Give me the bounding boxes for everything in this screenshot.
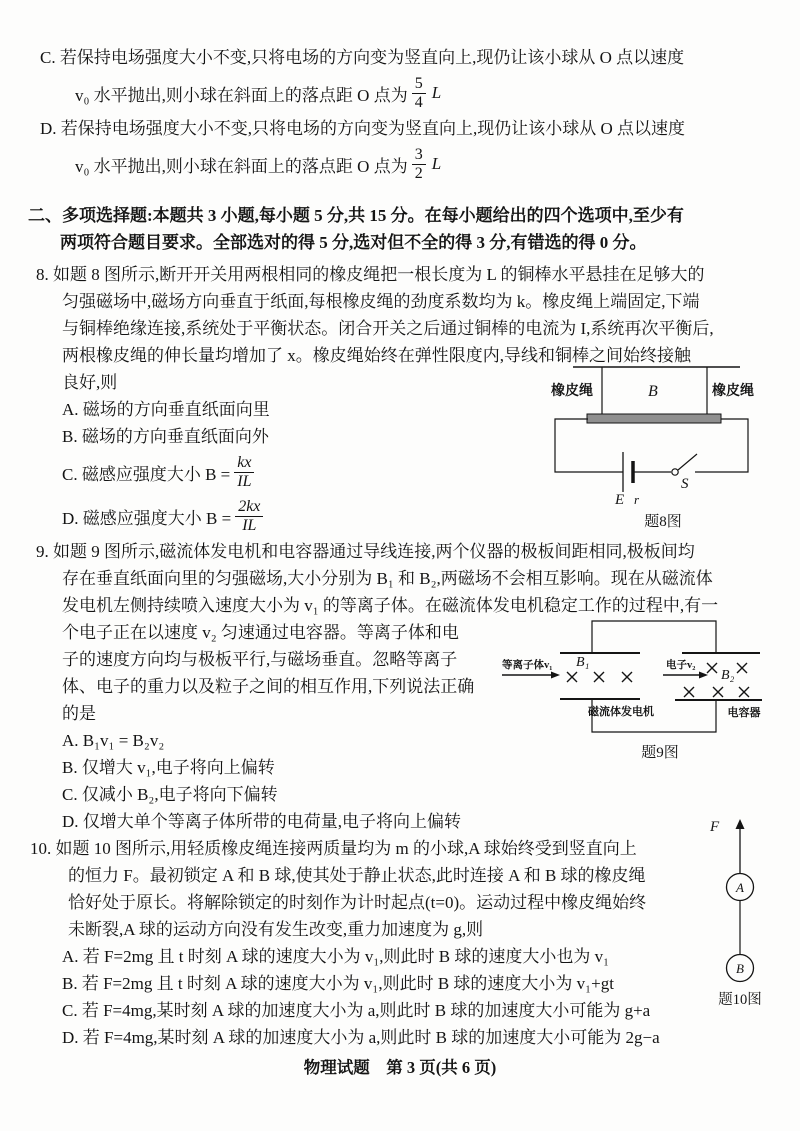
generator-label: 磁流体发电机 <box>588 706 654 718</box>
q8-stem-line5: 良好,则 <box>62 373 118 392</box>
q8-stem-line1: 8. 如题 8 图所示,断开开关用两根相同的橡皮绳把一根长度为 L 的铜棒水平悬挂在足够大的 <box>36 265 705 284</box>
b1-field-label: B₁ <box>576 655 590 670</box>
q8-stem-line4: 两根橡皮绳的伸长量均增加了 x。橡皮绳始终在弹性限度内,导线和铜棒之间始终接触 <box>62 346 691 365</box>
section-2-header-line2: 两项符合题目要求。全部选对的得 5 分,选对但不全的得 3 分,有错选的得 0 分。 <box>60 233 647 252</box>
q8-stem-line3: 与铜棒绝缘连接,系统处于平衡状态。闭合开关之后通过铜棒的电流为 I,系统再次平衡后, <box>62 319 714 338</box>
q9-option-d: D. 仅增大单个等离子体所带的电荷量,电子将向上偏转 <box>62 812 462 831</box>
q9-stem-line5: 子的速度方向均与极板平行,与磁场垂直。忽略等离子 <box>62 650 458 669</box>
switch-symbol <box>672 454 697 475</box>
q9-stem-line1: 9. 如题 9 图所示,磁流体发电机和电容器通过导线连接,两个仪器的极板间距相同,极板间均 <box>36 542 695 561</box>
q7-option-d-length-symbol: L <box>431 154 442 173</box>
page-footer: 物理试题 第 3 页(共 6 页) <box>303 1058 497 1077</box>
q9-option-b: B. 仅增大 v₁,电子将向上偏转 <box>62 758 275 777</box>
fraction-numerator: 5 <box>412 75 426 94</box>
ball-a-label: A <box>736 880 744 895</box>
fraction-numerator: 2kx <box>235 498 263 517</box>
fraction-three-halves <box>412 146 426 183</box>
force-label: F <box>710 819 720 835</box>
q7-option-d-line1: D. 若保持电场强度大小不变,只将电场的方向变为竖直向上,现仍让该小球从 O 点以速度 <box>40 119 686 138</box>
q7-option-c-length-symbol: L <box>431 83 442 102</box>
section-2-header-line1: 二、多项选择题:本题共 3 小题,每小题 5 分,共 15 分。在每小题给出的四个选项中,至少有 <box>28 206 684 225</box>
rubber-band-label-right: 橡皮绳 <box>712 384 754 399</box>
fraction-denominator: IL <box>237 472 252 490</box>
fraction-numerator: kx <box>234 454 254 473</box>
q8-figure-caption: 题8图 <box>644 514 682 530</box>
q9-stem-line2: 存在垂直纸面向里的匀强磁场,大小分别为 B₁ 和 B₂,两磁场不会相互影响。现在从磁流体 <box>62 569 713 588</box>
q7-option-d-line2-text: v₀ 水平抛出,则小球在斜面上的落点距 O 点为 <box>75 156 408 176</box>
q9-option-a: A. B₁v₁ = B₂v₂ <box>62 731 165 750</box>
fraction-five-fourths <box>412 75 426 112</box>
fraction-denominator: 4 <box>414 93 423 111</box>
capacitor-label: 电容器 <box>727 707 761 719</box>
q8-option-a: A. 磁场的方向垂直纸面向里 <box>62 400 270 419</box>
fraction-denominator: IL <box>242 516 257 534</box>
fraction-denominator: 2 <box>414 164 423 182</box>
q10-stem-line1: 10. 如题 10 图所示,用轻质橡皮绳连接两质量均为 m 的小球,A 球始终受到竖直向上 <box>30 839 637 858</box>
fraction-kx-over-IL <box>234 454 254 491</box>
q10-stem-line2: 的恒力 F。最初锁定 A 和 B 球,使其处于静止状态,此时连接 A 和 B 球的橡皮绳 <box>68 866 646 885</box>
fraction-numerator: 3 <box>412 146 426 165</box>
q8-figure-circuit-diagram <box>545 360 795 535</box>
ball-b-label: B <box>736 961 744 976</box>
q10-option-b: B. 若 F=2mg 且 t 时刻 A 球的速度大小为 v₁,则此时 B 球的速度大小为 v₁+gt <box>62 974 614 993</box>
copper-rod <box>587 414 721 423</box>
q9-stem-line3: 发电机左侧持续喷入速度大小为 v₁ 的等离子体。在磁流体发电机稳定工作的过程中,有一 <box>62 596 719 615</box>
q8-option-c-text: C. 磁感应强度大小 B = <box>62 464 231 484</box>
switch-label: S <box>681 476 689 492</box>
field-into-page-crosses-generator <box>567 672 632 682</box>
q9-figure-mhd-generator-capacitor <box>500 613 800 765</box>
q10-option-a: A. 若 F=2mg 且 t 时刻 A 球的速度大小为 v₁,则此时 B 球的速度大小也为 v₁ <box>62 947 610 966</box>
q10-option-d: D. 若 F=4mg,某时刻 A 球的加速度大小为 a,则此时 B 球的加速度大小可能为 2g−a <box>62 1028 660 1047</box>
magnetic-field-label: B <box>648 383 658 400</box>
internal-resistance-label: r <box>634 492 640 507</box>
force-arrow <box>736 819 745 873</box>
q9-stem-line7: 的是 <box>62 704 96 723</box>
q8-stem-line2: 匀强磁场中,磁场方向垂直于纸面,每根橡皮绳的劲度系数均为 k。橡皮绳上端固定,下端 <box>62 292 700 311</box>
q8-option-d-text: D. 磁感应强度大小 B = <box>62 508 232 528</box>
exam-content <box>28 44 778 1051</box>
circuit-wires <box>555 419 748 472</box>
q7-option-d-line2 <box>75 142 778 186</box>
rubber-band-label-left: 橡皮绳 <box>551 384 593 399</box>
q7-option-c-line2 <box>75 71 778 115</box>
b2-field-label: B₂ <box>721 668 735 683</box>
electron-label: 电子v₂ <box>666 660 696 671</box>
emf-label: E <box>615 492 625 508</box>
battery-symbol <box>623 452 633 492</box>
electron-velocity-arrow <box>663 672 708 679</box>
fraction-2kx-over-IL <box>235 498 263 535</box>
q10-figure-two-balls <box>698 815 788 1027</box>
q9-stem-line6: 体、电子的重力以及粒子之间的相互作用,下列说法正确 <box>62 677 475 696</box>
q10-option-c: C. 若 F=4mg,某时刻 A 球的加速度大小为 a,则此时 B 球的加速度大小可能为 g+a <box>62 1001 651 1020</box>
plasma-velocity-arrow <box>502 672 560 679</box>
plasma-label: 等离子体v₁ <box>502 660 553 671</box>
q7-option-c-line2-text: v₀ 水平抛出,则小球在斜面上的落点距 O 点为 <box>75 85 408 105</box>
q10-stem-line3: 恰好处于原长。将解除锁定的时刻作为计时起点(t=0)。运动过程中橡皮绳始终 <box>68 893 647 912</box>
q7-option-c-line1: C. 若保持电场强度大小不变,只将电场的方向变为竖直向上,现仍让该小球从 O 点以速度 <box>40 48 685 67</box>
q9-figure-caption: 题9图 <box>641 745 679 761</box>
q10-stem-line4: 未断裂,A 球的运动方向没有发生改变,重力加速度为 g,则 <box>68 920 484 939</box>
q8-option-b: B. 磁场的方向垂直纸面向外 <box>62 427 269 446</box>
q9-option-c: C. 仅减小 B₂,电子将向下偏转 <box>62 785 278 804</box>
q9-stem-line4: 个电子正在以速度 v₂ 匀速通过电容器。等离子体和电 <box>62 623 459 642</box>
q10-figure-caption: 题10图 <box>718 992 762 1008</box>
